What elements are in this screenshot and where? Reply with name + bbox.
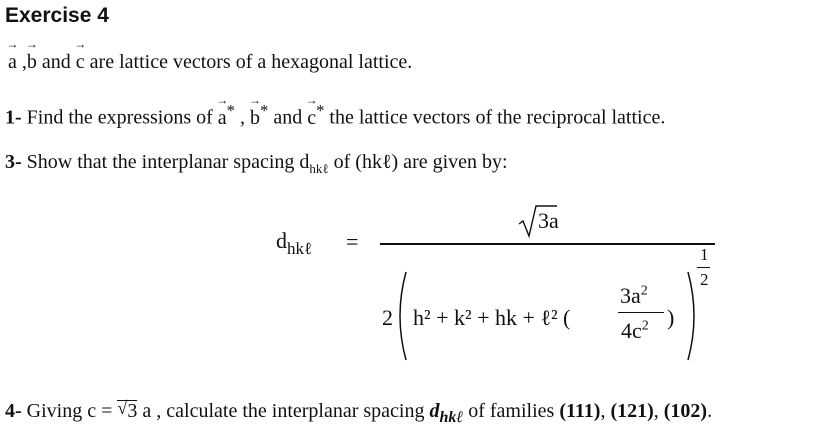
question-3-rest: of (hkℓ) are given by: (328, 151, 508, 173)
family-102: (102) (663, 400, 708, 422)
inner-denominator (621, 318, 649, 344)
family-sep-2: , (653, 400, 664, 422)
family-121: (121) (610, 400, 654, 422)
exercise-title: Exercise 4 (5, 4, 109, 27)
question-4-text-2: a , calculate the interplanar spacing (137, 400, 430, 422)
family-111: (111) (559, 400, 601, 422)
spacing-d: d (299, 151, 310, 173)
q1-sep: , (234, 106, 250, 129)
spacing-d-bold: d (429, 400, 440, 422)
question-1-text: Find the expressions of (21, 106, 218, 129)
question-4-text-3: of families (463, 400, 560, 422)
question-1-rest: the lattice vectors of the reciprocal lattice. (324, 106, 666, 129)
intro-sep: , (16, 51, 27, 73)
vector-c: → c (76, 51, 85, 74)
formula-lhs-subscript: hkℓ (287, 239, 313, 258)
inner-numerator (620, 283, 648, 309)
denominator-body: h² + k² + hk + ℓ² ( (413, 305, 571, 330)
inner-fraction-bar (618, 312, 664, 313)
numerator-a: a (549, 208, 559, 233)
intro-line (8, 51, 412, 74)
star-c: * (316, 101, 325, 120)
formula-lhs (276, 228, 312, 259)
radical-icon: √ (117, 398, 128, 418)
root-three-value: 3 (127, 400, 138, 422)
vector-b-star: → b (250, 107, 260, 130)
formula-lhs-d: d (276, 228, 287, 253)
inner-denominator-exponent: 2 (641, 318, 649, 334)
question-3 (5, 151, 508, 177)
spacing-subscript: hkℓ (309, 161, 329, 176)
question-4 (5, 400, 712, 427)
q1-and: and (268, 106, 308, 129)
inner-denominator-value: 4c (621, 318, 642, 343)
question-1-number: 1- (5, 106, 22, 129)
question-1 (5, 101, 665, 130)
formula-equals: = (346, 229, 359, 254)
inner-numerator-value: 3a (620, 283, 641, 308)
question-4-number: 4- (5, 400, 22, 422)
exponent-denominator: 2 (700, 270, 709, 289)
question-4-text: Giving c = (21, 400, 118, 422)
vector-b: → b (27, 51, 37, 74)
question-3-text: Show that the interplanar spacing (21, 151, 300, 173)
denominator-two: 2 (382, 305, 393, 330)
exponent-bar (697, 267, 710, 268)
intro-and: and (36, 51, 76, 73)
question-4-end: . (707, 400, 713, 422)
numerator-root: 3 (538, 208, 549, 233)
inner-close-paren: ) (667, 305, 675, 330)
intro-rest: are lattice vectors of a hexagonal lattice. (84, 51, 413, 73)
vector-a-star: → a (218, 107, 227, 130)
star-a: * (226, 101, 235, 120)
inner-numerator-exponent: 2 (640, 283, 648, 299)
numerator (538, 208, 559, 234)
family-sep-1: , (600, 400, 611, 422)
vector-c-star: → c (307, 107, 316, 130)
vector-a: → a (8, 51, 17, 74)
fraction-bar (380, 243, 715, 245)
spacing-subscript-bold: hkℓ (439, 409, 464, 426)
question-3-number: 3- (5, 151, 22, 173)
root-three (117, 400, 137, 421)
star-b: * (259, 101, 269, 120)
exponent-numerator: 1 (700, 245, 709, 264)
